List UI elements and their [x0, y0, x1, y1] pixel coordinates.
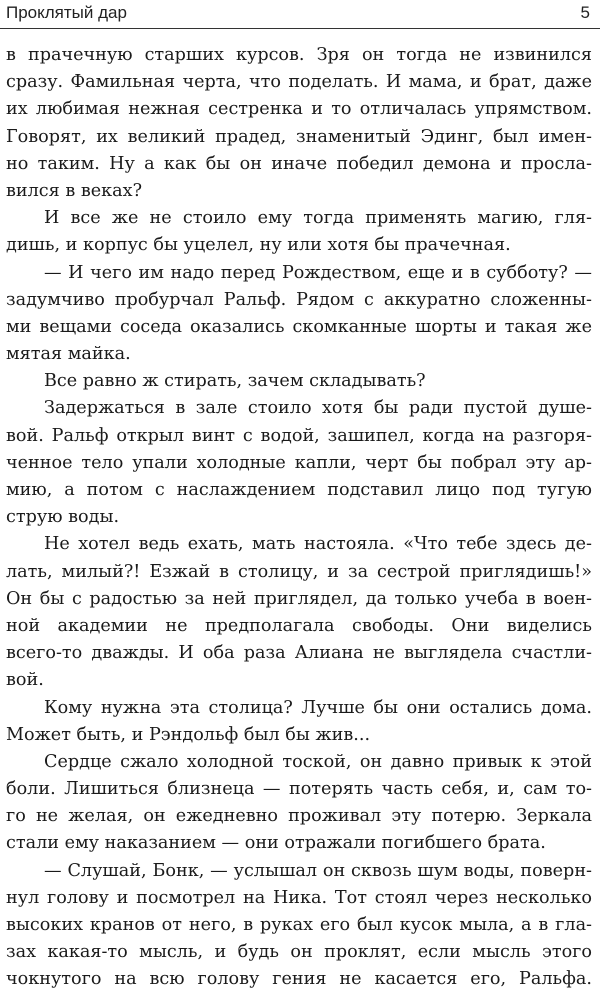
text-line: Все равно ж стирать, зачем складывать? — [44, 371, 426, 392]
page-header — [0, 0, 600, 30]
text-line: мятая майка. — [6, 344, 131, 365]
text-line: дишь, и корпус бы уцелел, ну или хотя бы прачечная. — [6, 235, 511, 256]
text-line: Кому нужна эта столица? Лучше бы они остались дома. — [44, 697, 592, 718]
text-line: — Слушай, Бонк, — услышал он сквозь шум воды, поверн- — [44, 860, 592, 881]
text-line: зах какая-то мысль, и будь он проклят, если мысль этого — [6, 942, 592, 963]
page-number: 5 — [580, 3, 590, 22]
text-line: вой. Ральф открыл винт с водой, зашипел, когда на разгоря- — [6, 425, 592, 446]
text-line: боли. Лишиться близнеца — потерять часть себя, и, сам то- — [6, 779, 592, 800]
text-line: Говорят, их великий прадед, знаменитый Эдинг, был имен- — [6, 126, 592, 147]
text-line: Он бы с радостью за ней приглядел, да только учеба в воен- — [6, 588, 592, 609]
text-line: струю воды. — [6, 507, 120, 528]
header-rule — [0, 28, 600, 29]
text-line: го не желая, он ежедневно проживал эту потерю. Зеркала — [6, 806, 592, 827]
text-line: Может быть, и Рэндольф был бы жив... — [6, 724, 371, 745]
text-line: И все же не стоило ему тогда применять магию, гля- — [44, 208, 592, 229]
text-line: Сердце сжало холодной тоской, он давно привык к этой — [44, 751, 592, 772]
body-text — [6, 42, 592, 994]
text-line: нул голову и посмотрел на Ника. Тот стоял через несколько — [6, 887, 592, 908]
text-line: Задержаться в зале стоило хотя бы ради пустой душе- — [44, 398, 592, 419]
text-line: их любимая нежная сестренка и то отличалась упрямством. — [6, 99, 592, 120]
text-line: вой. — [6, 670, 44, 691]
text-line: ченное тело упали холодные капли, черт бы побрал эту ар- — [6, 452, 592, 473]
text-line: мию, а потом с наслаждением подставил лицо под тугую — [6, 480, 592, 500]
text-line: высоких кранов от него, в руках его был кусок мыла, а в гла- — [6, 915, 592, 935]
text-line: в прачечную старших курсов. Зря он тогда не извинился — [6, 45, 592, 65]
text-line: вился в веках? — [6, 180, 143, 201]
text-line: всего-то дважды. И оба раза Алиана не выглядела счастли- — [6, 643, 592, 664]
text-line: стали ему наказанием — они отражали погибшего брата. — [6, 833, 546, 854]
text-line: сразу. Фамильная черта, что поделать. И мама, и брат, даже — [6, 72, 592, 93]
text-line: но таким. Ну а как бы он иначе победил демона и просла- — [6, 153, 592, 174]
text-line: Не хотел ведь ехать, мать настояла. «Что тебе здесь де- — [44, 534, 592, 555]
text-line: чокнутого на всю голову гения не касается его, Ральфа. — [6, 969, 592, 990]
text-line: — И чего им надо перед Рождеством, еще и в субботу? — — [44, 262, 592, 283]
running-title: Проклятый дар — [6, 3, 127, 22]
text-line: ной академии не предполагала свободы. Они виделись — [6, 615, 592, 636]
text-line: ми вещами соседа оказались скомканные шорты и такая же — [6, 316, 592, 337]
text-line: лать, милый?! Езжай в столицу, и за сестрой приглядишь!» — [6, 561, 592, 582]
text-line: задумчиво пробурчал Ральф. Рядом с аккуратно сложенны- — [6, 289, 592, 310]
